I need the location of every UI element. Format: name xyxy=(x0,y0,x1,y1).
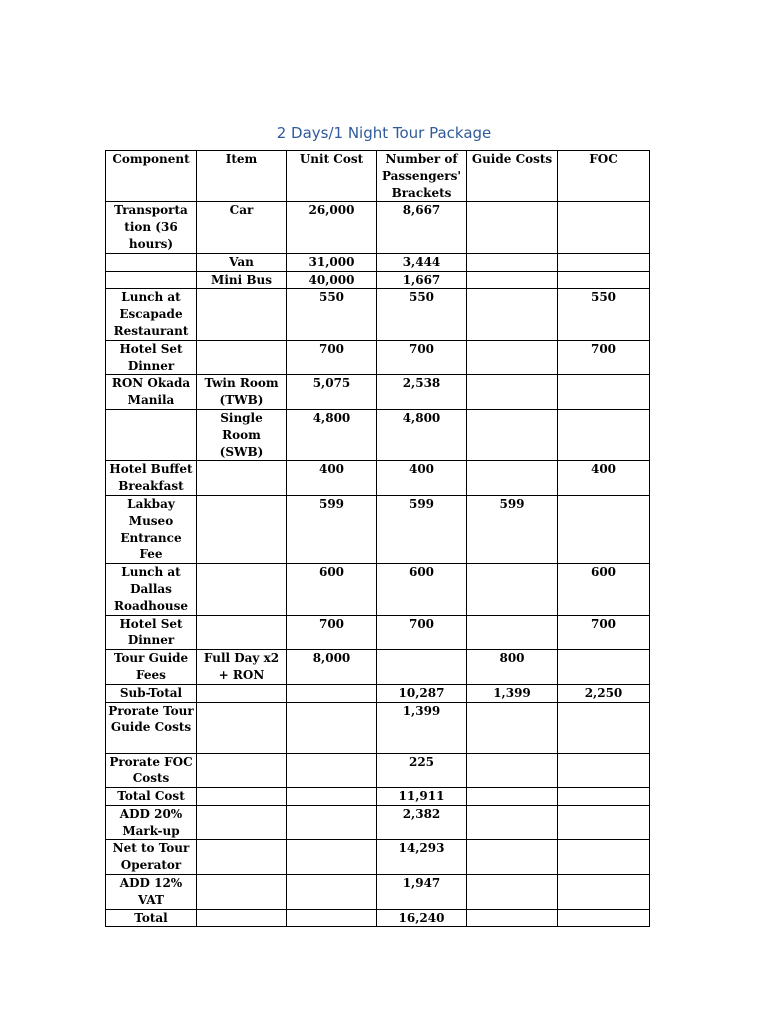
table-cell: 550 xyxy=(558,289,650,340)
table-cell: Tour Guide Fees xyxy=(106,650,197,685)
table-cell xyxy=(558,409,650,460)
table-cell xyxy=(287,684,377,702)
table-cell xyxy=(467,875,558,910)
table-cell xyxy=(106,253,197,271)
table-cell xyxy=(558,805,650,840)
table-cell xyxy=(197,788,287,806)
table-cell: 16,240 xyxy=(377,909,467,927)
table-cell: Van xyxy=(197,253,287,271)
header-cell: Unit Cost xyxy=(287,151,377,202)
table-cell: 400 xyxy=(377,461,467,496)
table-cell xyxy=(558,375,650,410)
table-cell xyxy=(467,840,558,875)
table-cell: Twin Room (TWB) xyxy=(197,375,287,410)
table-row xyxy=(106,340,650,375)
table-cell xyxy=(467,461,558,496)
table-cell: 2,250 xyxy=(558,684,650,702)
table-row xyxy=(106,409,650,460)
table-row xyxy=(106,495,650,563)
table-cell xyxy=(558,753,650,788)
table-cell: 599 xyxy=(467,495,558,563)
header-cell: Number of Passengers' Brackets xyxy=(377,151,467,202)
table-row xyxy=(106,615,650,650)
table-cell xyxy=(287,875,377,910)
table-cell: 700 xyxy=(287,615,377,650)
table-cell: Prorate Tour Guide Costs xyxy=(106,702,197,753)
table-cell: Full Day x2 + RON xyxy=(197,650,287,685)
table-row xyxy=(106,253,650,271)
table-cell: 700 xyxy=(377,340,467,375)
table-cell: 1,399 xyxy=(467,684,558,702)
table-cell: 599 xyxy=(377,495,467,563)
table-cell: 600 xyxy=(558,564,650,615)
table-cell xyxy=(197,909,287,927)
table-row xyxy=(106,805,650,840)
table-cell xyxy=(106,271,197,289)
table-cell: Sub-Total xyxy=(106,684,197,702)
table-cell xyxy=(377,650,467,685)
table-cell xyxy=(558,202,650,253)
table-cell xyxy=(558,840,650,875)
table-cell: 26,000 xyxy=(287,202,377,253)
table-row xyxy=(106,461,650,496)
table-row xyxy=(106,684,650,702)
table-cell: 700 xyxy=(377,615,467,650)
table-cell: Transporta tion (36 hours) xyxy=(106,202,197,253)
table-cell xyxy=(287,805,377,840)
table-row xyxy=(106,753,650,788)
table-cell: Lunch at Dallas Roadhouse xyxy=(106,564,197,615)
page-title: 2 Days/1 Night Tour Package xyxy=(276,124,492,142)
table-cell: 40,000 xyxy=(287,271,377,289)
table-cell: 2,382 xyxy=(377,805,467,840)
table-row xyxy=(106,564,650,615)
table-cell: 1,399 xyxy=(377,702,467,753)
table-cell xyxy=(287,702,377,753)
table-cell xyxy=(558,271,650,289)
table-cell: Hotel Set Dinner xyxy=(106,340,197,375)
table-row xyxy=(106,702,650,753)
table-cell xyxy=(467,202,558,253)
header-cell: Guide Costs xyxy=(467,151,558,202)
table-cell: Hotel Set Dinner xyxy=(106,615,197,650)
table-cell: 225 xyxy=(377,753,467,788)
table-cell xyxy=(467,615,558,650)
table-cell xyxy=(467,788,558,806)
table-cell xyxy=(467,702,558,753)
table-cell: 14,293 xyxy=(377,840,467,875)
table-cell: 700 xyxy=(558,615,650,650)
table-cell: Total Cost xyxy=(106,788,197,806)
table-row xyxy=(106,271,650,289)
table-cell: Single Room (SWB) xyxy=(197,409,287,460)
table-cell: Lakbay Museo Entrance Fee xyxy=(106,495,197,563)
table-cell xyxy=(558,909,650,927)
table-cell xyxy=(467,271,558,289)
table-cell: 31,000 xyxy=(287,253,377,271)
header-cell: FOC xyxy=(558,151,650,202)
table-cell: 800 xyxy=(467,650,558,685)
table-cell xyxy=(197,615,287,650)
table-cell xyxy=(197,875,287,910)
table-cell xyxy=(197,340,287,375)
table-cell: 3,444 xyxy=(377,253,467,271)
table-cell: ADD 20% Mark-up xyxy=(106,805,197,840)
table-cell: Net to Tour Operator xyxy=(106,840,197,875)
table-cell: 550 xyxy=(287,289,377,340)
table-cell: Car xyxy=(197,202,287,253)
table-cell: 550 xyxy=(377,289,467,340)
table-cell: 8,000 xyxy=(287,650,377,685)
table-cell xyxy=(558,875,650,910)
table-cell: 600 xyxy=(377,564,467,615)
table-cell xyxy=(467,564,558,615)
table-cell xyxy=(197,684,287,702)
table-row xyxy=(106,840,650,875)
table-cell: ADD 12% VAT xyxy=(106,875,197,910)
table-cell xyxy=(558,650,650,685)
table-cell: Total xyxy=(106,909,197,927)
table-cell: Lunch at Escapade Restaurant xyxy=(106,289,197,340)
table-cell xyxy=(558,788,650,806)
table-cell: RON Okada Manila xyxy=(106,375,197,410)
table-row xyxy=(106,202,650,253)
table-cell xyxy=(287,753,377,788)
table-cell xyxy=(467,753,558,788)
table-cell xyxy=(558,495,650,563)
table-cell xyxy=(467,375,558,410)
table-cell: Mini Bus xyxy=(197,271,287,289)
table-row xyxy=(106,875,650,910)
table-cell: 2,538 xyxy=(377,375,467,410)
table-cell: 700 xyxy=(287,340,377,375)
table-row xyxy=(106,289,650,340)
table-header-row xyxy=(106,151,650,202)
table-cell xyxy=(558,702,650,753)
table-cell xyxy=(287,909,377,927)
table-cell xyxy=(197,805,287,840)
table-cell: 700 xyxy=(558,340,650,375)
table-cell xyxy=(197,840,287,875)
table-cell xyxy=(467,340,558,375)
table-cell xyxy=(467,909,558,927)
table-cell xyxy=(467,805,558,840)
table-cell xyxy=(106,409,197,460)
table-cell: 400 xyxy=(287,461,377,496)
table-cell xyxy=(287,840,377,875)
table-cell xyxy=(197,753,287,788)
table-cell xyxy=(197,289,287,340)
table-cell xyxy=(287,788,377,806)
table-cell xyxy=(467,409,558,460)
table-row xyxy=(106,375,650,410)
table-cell: 11,911 xyxy=(377,788,467,806)
table-cell: 400 xyxy=(558,461,650,496)
table-cell: 1,667 xyxy=(377,271,467,289)
table-row xyxy=(106,650,650,685)
table-cell xyxy=(197,564,287,615)
table-cell: 4,800 xyxy=(287,409,377,460)
table-cell xyxy=(197,702,287,753)
table-cell: Hotel Buffet Breakfast xyxy=(106,461,197,496)
table-row xyxy=(106,788,650,806)
header-cell: Component xyxy=(106,151,197,202)
table-cell: 599 xyxy=(287,495,377,563)
table-cell xyxy=(467,289,558,340)
table-cell xyxy=(197,495,287,563)
table-cell: Prorate FOC Costs xyxy=(106,753,197,788)
table-cell: 8,667 xyxy=(377,202,467,253)
table-cell xyxy=(558,253,650,271)
table-cell: 10,287 xyxy=(377,684,467,702)
table-cell: 5,075 xyxy=(287,375,377,410)
table-cell: 1,947 xyxy=(377,875,467,910)
table-row xyxy=(106,909,650,927)
table-cell: 4,800 xyxy=(377,409,467,460)
table-cell xyxy=(197,461,287,496)
table-cell: 600 xyxy=(287,564,377,615)
table-cell xyxy=(467,253,558,271)
header-cell: Item xyxy=(197,151,287,202)
tour-package-table xyxy=(105,150,650,927)
